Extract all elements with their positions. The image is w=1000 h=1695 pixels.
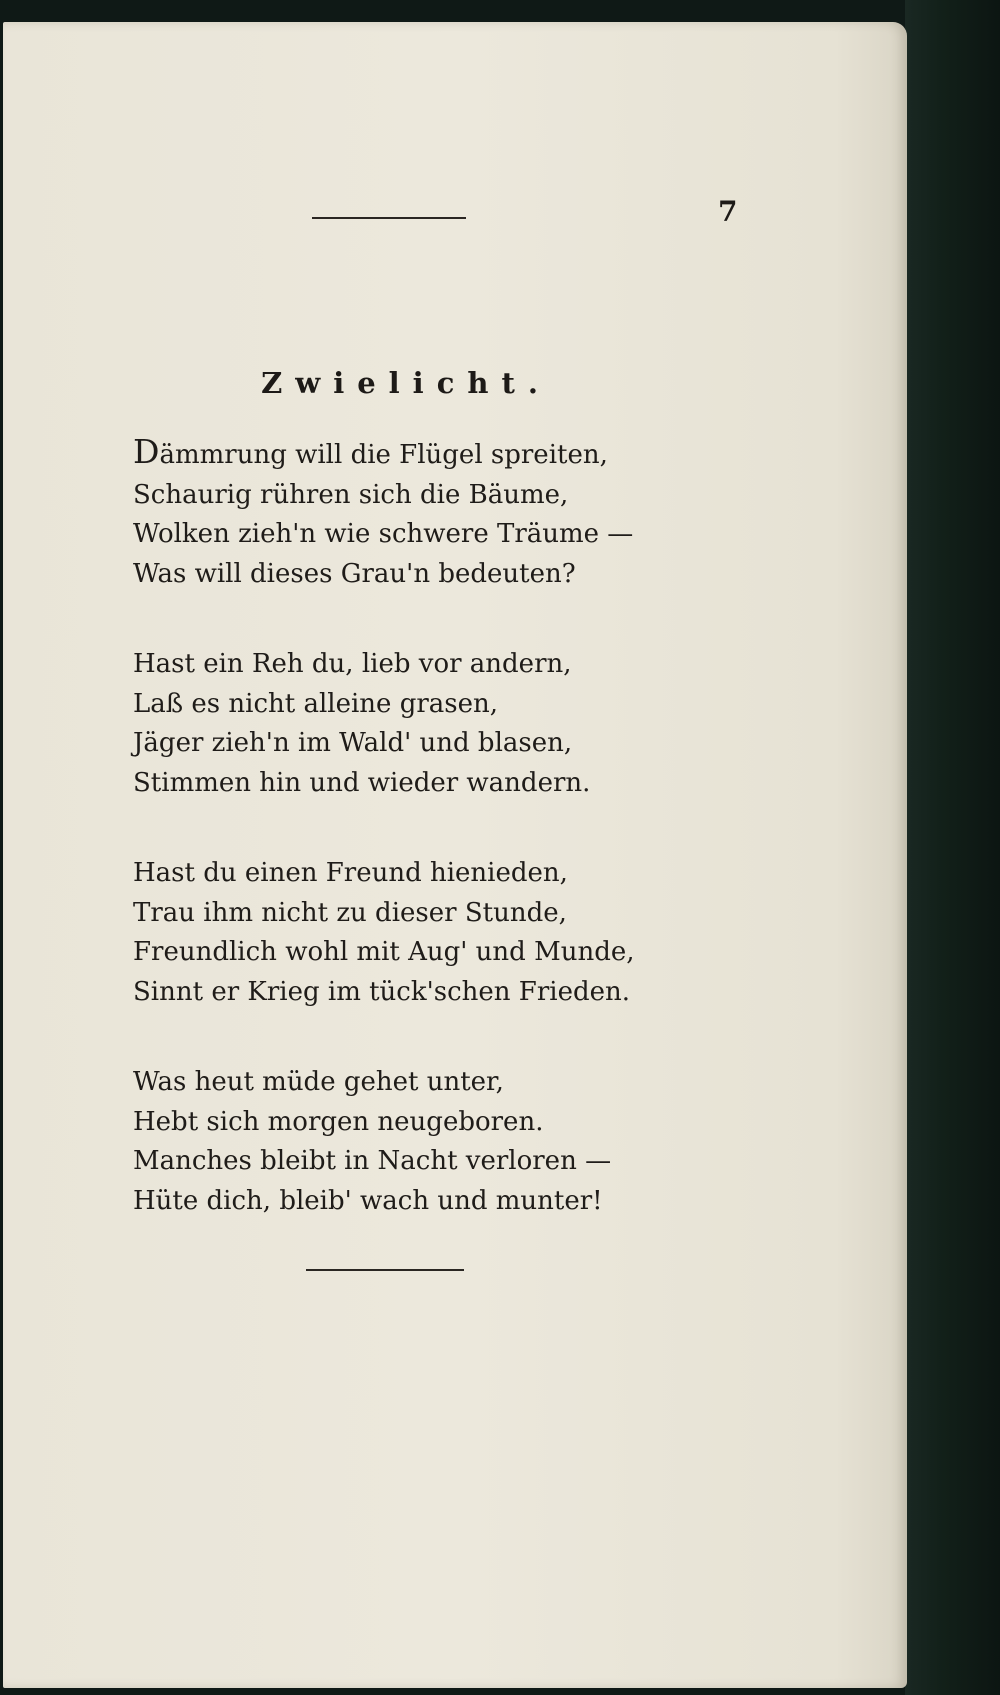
stanza-1 [133,432,733,594]
header-rule [312,217,466,219]
footer-rule [306,1269,464,1271]
poem-body [133,432,733,1272]
stanza-2 [133,645,733,803]
poem-line: Wolken zieh'n wie schwere Träume — [133,519,634,549]
poem-line: Freundlich wohl mit Aug' und Munde, [133,937,635,967]
poem-line: Trau ihm nicht zu dieser Stunde, [133,897,567,928]
poem-line: Was will dieses Grau'n bedeuten? [133,558,576,589]
poem-line: Dämmrung will die Flügel spreiten, [133,432,608,471]
poem-line: Hüte dich, bleib' wach und munter! [133,1185,603,1216]
poem-line: Schaurig rühren sich die Bäume, [133,479,569,510]
poem-line: Laß es nicht alleine grasen, [133,688,499,719]
stanza-3 [133,854,733,1012]
poem-line: Was heut müde gehet unter, [133,1067,504,1097]
book-spine-background [905,0,1000,1695]
poem-line: Sinnt er Krieg im tück'schen Frieden. [133,976,631,1007]
poem-line: Hast du einen Freund hienieden, [133,858,568,888]
poem-title: Zwielicht. [261,366,551,400]
poem-line: Hebt sich morgen neugeboren. [133,1106,544,1137]
poem-line: Stimmen hin und wieder wandern. [133,767,591,798]
poem-line: Hast ein Reh du, lieb vor andern, [133,649,572,679]
page-number: 7 [718,195,738,228]
stanza-4 [133,1063,733,1221]
book-page [3,22,907,1688]
poem-line: Manches bleibt in Nacht verloren — [133,1146,612,1176]
poem-line: Jäger zieh'n im Wald' und blasen, [133,728,573,758]
